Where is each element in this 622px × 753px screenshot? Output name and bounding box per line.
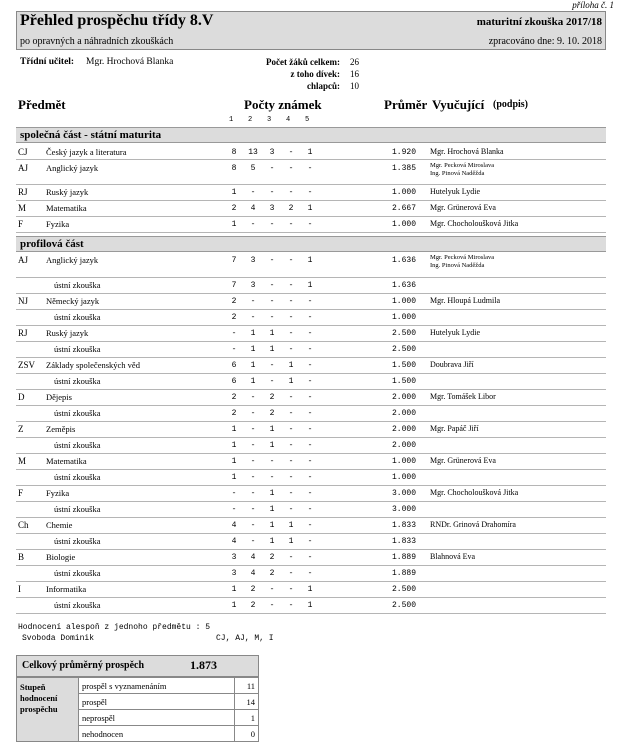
grade-count-5: - bbox=[307, 393, 313, 402]
average-value: 2.000 bbox=[391, 425, 416, 434]
average-value: 1.833 bbox=[391, 521, 416, 530]
grade-count-3: 1 bbox=[269, 345, 275, 354]
subject-name: Ruský jazyk bbox=[46, 187, 89, 197]
table-row bbox=[16, 502, 606, 518]
grade-count-5: - bbox=[307, 220, 313, 229]
average-value: 2.500 bbox=[391, 345, 416, 354]
grade-count-1: 2 bbox=[231, 393, 237, 402]
subject-name: ústní zkouška bbox=[54, 600, 101, 610]
grade-count-5: - bbox=[307, 188, 313, 197]
grade-count-2: - bbox=[250, 473, 256, 482]
count-total-value: 26 bbox=[350, 57, 359, 67]
table-row bbox=[16, 374, 606, 390]
grade-count-1: 8 bbox=[231, 148, 237, 157]
grade-count-2: 4 bbox=[250, 553, 256, 562]
grade-count-4: - bbox=[288, 441, 294, 450]
grade-count-5: 1 bbox=[307, 148, 313, 157]
average-value: 1.000 bbox=[391, 188, 416, 197]
subject-name: Český jazyk a literatura bbox=[46, 147, 127, 157]
average-value: 1.500 bbox=[391, 361, 416, 370]
grade-count-2: - bbox=[250, 188, 256, 197]
table-row bbox=[16, 390, 606, 406]
average-value: 2.500 bbox=[391, 585, 416, 594]
evaluation-label-line: Stupeň bbox=[20, 682, 46, 692]
teacher-name: Mgr. Chocholoušková Jitka bbox=[430, 488, 519, 497]
grade-count-5: 1 bbox=[307, 256, 313, 265]
grade-count-3: - bbox=[269, 585, 275, 594]
subject-name: ústní zkouška bbox=[54, 280, 101, 290]
section-profile bbox=[16, 236, 606, 252]
table-row bbox=[16, 566, 606, 582]
subject-code: RJ bbox=[18, 328, 28, 338]
subject-name: ústní zkouška bbox=[54, 376, 101, 386]
subject-code: F bbox=[18, 219, 24, 229]
subject-name: Ruský jazyk bbox=[46, 328, 89, 338]
grade-count-1: 1 bbox=[231, 585, 237, 594]
grade-count-3: 1 bbox=[269, 537, 275, 546]
grade-count-3: - bbox=[269, 281, 275, 290]
teacher-name bbox=[430, 162, 494, 178]
grade-count-4: - bbox=[288, 148, 294, 157]
average-value: 2.500 bbox=[391, 329, 416, 338]
column-signature: (podpis) bbox=[493, 99, 529, 110]
grade-count-4: - bbox=[288, 188, 294, 197]
section-label: společná část - státní maturita bbox=[20, 129, 162, 141]
grade-count-5: - bbox=[307, 164, 313, 173]
teacher-name: Mgr. Papáč Jiří bbox=[430, 424, 479, 433]
subject-name: Německý jazyk bbox=[46, 296, 100, 306]
grade-count-2: - bbox=[250, 521, 256, 530]
grade-count-4: - bbox=[288, 164, 294, 173]
average-value: 1.385 bbox=[391, 164, 416, 173]
grade-count-1: - bbox=[231, 505, 237, 514]
count-girls-value: 16 bbox=[350, 69, 359, 79]
grade-count-1: 1 bbox=[231, 441, 237, 450]
average-value: 2.500 bbox=[391, 601, 416, 610]
grade-count-5: - bbox=[307, 361, 313, 370]
grade-count-4: - bbox=[288, 256, 294, 265]
teacher-name: RNDr. Grinová Drahomíra bbox=[430, 520, 516, 529]
grade-count-2: 5 bbox=[250, 164, 256, 173]
exam-label: maturitní zkouška 2017/18 bbox=[476, 16, 602, 28]
table-row bbox=[16, 358, 606, 374]
subject-code: AJ bbox=[18, 163, 29, 173]
table-row bbox=[16, 161, 606, 185]
grade-count-5: - bbox=[307, 457, 313, 466]
grade-count-4: - bbox=[288, 297, 294, 306]
average-value: 1.636 bbox=[391, 281, 416, 290]
grade-count-2: - bbox=[250, 409, 256, 418]
teacher-name: Mgr. Tomášek Libor bbox=[430, 392, 496, 401]
grade-count-4: - bbox=[288, 313, 294, 322]
grade-count-4: - bbox=[288, 425, 294, 434]
subject-code: Ch bbox=[18, 520, 29, 530]
grade-count-4: 2 bbox=[288, 204, 294, 213]
grade-count-1: 2 bbox=[231, 409, 237, 418]
grade-count-3: 2 bbox=[269, 409, 275, 418]
failed-student-name: Svoboda Dominik bbox=[22, 634, 95, 643]
subject-name: ústní zkouška bbox=[54, 536, 101, 546]
subject-name: Chemie bbox=[46, 520, 73, 530]
grade-count-4: - bbox=[288, 505, 294, 514]
subject-name: Informatika bbox=[46, 584, 87, 594]
grade-count-1: 2 bbox=[231, 297, 237, 306]
average-value: 1.636 bbox=[391, 256, 416, 265]
grade-count-5: - bbox=[307, 569, 313, 578]
grade-count-3: - bbox=[269, 220, 275, 229]
class-teacher-name: Mgr. Hrochová Blanka bbox=[86, 57, 174, 67]
grade-count-3: - bbox=[269, 297, 275, 306]
grade-count-1: 7 bbox=[231, 281, 237, 290]
average-value: 1.000 bbox=[391, 457, 416, 466]
grade-count-1: 4 bbox=[231, 521, 237, 530]
grade-count-3: - bbox=[269, 361, 275, 370]
average-value: 1.920 bbox=[391, 148, 416, 157]
grade-count-1: 2 bbox=[231, 313, 237, 322]
grade-count-3: 2 bbox=[269, 393, 275, 402]
grade-count-4: - bbox=[288, 457, 294, 466]
grade-count-4: - bbox=[288, 553, 294, 562]
average-value: 2.667 bbox=[391, 204, 416, 213]
grade-count-2: - bbox=[250, 393, 256, 402]
grade-count-3: - bbox=[269, 164, 275, 173]
table-row bbox=[16, 486, 606, 502]
grade-count-1: - bbox=[231, 345, 237, 354]
evaluation-type: nehodnocen bbox=[79, 726, 235, 742]
grade-count-1: - bbox=[231, 489, 237, 498]
subject-name: ústní zkouška bbox=[54, 472, 101, 482]
section-state-exam bbox=[16, 127, 606, 143]
subject-name: ústní zkouška bbox=[54, 312, 101, 322]
class-teacher-label: Třídní učitel: bbox=[20, 57, 75, 67]
grade-count-1: 3 bbox=[231, 569, 237, 578]
subject-name: Fyzika bbox=[46, 219, 70, 229]
grade-count-1: 6 bbox=[231, 377, 237, 386]
subject-code: AJ bbox=[18, 255, 29, 265]
table-row bbox=[16, 406, 606, 422]
subject-code: ZSV bbox=[18, 360, 36, 370]
subject-name: ústní zkouška bbox=[54, 408, 101, 418]
column-average: Průměr bbox=[384, 97, 428, 112]
grade-count-4: - bbox=[288, 345, 294, 354]
evaluation-label bbox=[17, 678, 79, 742]
average-value: 1.889 bbox=[391, 553, 416, 562]
grade-count-4: - bbox=[288, 585, 294, 594]
grade-count-4: - bbox=[288, 601, 294, 610]
average-value: 1.833 bbox=[391, 537, 416, 546]
column-subject: Předmět bbox=[18, 97, 66, 112]
grade-count-2: 2 bbox=[250, 585, 256, 594]
overall-average-label: Celkový průměrný prospěch bbox=[22, 660, 145, 671]
grade-count-3: - bbox=[269, 457, 275, 466]
subject-code: M bbox=[18, 456, 27, 466]
evaluation-count: 0 bbox=[235, 726, 259, 742]
evaluation-type: neprospěl bbox=[79, 710, 235, 726]
evaluation-type: prospěl bbox=[79, 694, 235, 710]
evaluation-count: 14 bbox=[235, 694, 259, 710]
grade-count-4: - bbox=[288, 409, 294, 418]
count-girls-label: z toho dívek: bbox=[290, 69, 340, 79]
grade-count-2: 4 bbox=[250, 569, 256, 578]
grade-heading-2: 2 bbox=[248, 116, 253, 124]
grade-count-1: 1 bbox=[231, 220, 237, 229]
average-value: 1.000 bbox=[391, 473, 416, 482]
grade-count-3: 2 bbox=[269, 569, 275, 578]
grade-count-4: 1 bbox=[288, 377, 294, 386]
teacher-name: Doubrava Jiří bbox=[430, 360, 474, 369]
table-row bbox=[16, 438, 606, 454]
teacher-name bbox=[430, 254, 494, 270]
grade-count-2: 2 bbox=[250, 601, 256, 610]
grade-count-5: 1 bbox=[307, 281, 313, 290]
grade-count-3: 3 bbox=[269, 148, 275, 157]
grade-count-2: 1 bbox=[250, 345, 256, 354]
grade-count-3: 1 bbox=[269, 489, 275, 498]
grade-count-1: 2 bbox=[231, 204, 237, 213]
grade-count-3: - bbox=[269, 188, 275, 197]
grade-count-5: 1 bbox=[307, 585, 313, 594]
subject-name: Matematika bbox=[46, 203, 87, 213]
grade-count-4: - bbox=[288, 569, 294, 578]
teacher-name: Mgr. Hloupá Ludmila bbox=[430, 296, 500, 305]
grade-count-2: 3 bbox=[250, 256, 256, 265]
table-row bbox=[16, 294, 606, 310]
teacher-name: Blahnová Eva bbox=[430, 552, 476, 561]
grade-count-5: - bbox=[307, 329, 313, 338]
grade-count-3: - bbox=[269, 313, 275, 322]
grade-count-2: 13 bbox=[248, 148, 258, 157]
count-boys-label: chlapců: bbox=[306, 81, 340, 91]
table-row bbox=[16, 518, 606, 534]
grade-count-1: 1 bbox=[231, 457, 237, 466]
grade-count-3: - bbox=[269, 377, 275, 386]
table-row bbox=[16, 326, 606, 342]
grade-count-2: - bbox=[250, 505, 256, 514]
grade-count-2: - bbox=[250, 220, 256, 229]
grade-count-1: 7 bbox=[231, 256, 237, 265]
section-label: profilová část bbox=[20, 238, 84, 250]
grade-count-1: 6 bbox=[231, 361, 237, 370]
teacher-name: Mgr. Hrochová Blanka bbox=[430, 147, 504, 156]
grade-count-2: 3 bbox=[250, 281, 256, 290]
grade-heading-1: 1 bbox=[229, 116, 234, 124]
grade-count-2: - bbox=[250, 489, 256, 498]
table-row bbox=[16, 582, 606, 598]
grade-count-5: - bbox=[307, 345, 313, 354]
grade-count-5: - bbox=[307, 313, 313, 322]
subject-code: B bbox=[18, 552, 25, 562]
grade-count-2: - bbox=[250, 441, 256, 450]
teacher-name: Mgr. Chocholoušková Jitka bbox=[430, 219, 519, 228]
table-row bbox=[16, 342, 606, 358]
table-row bbox=[16, 278, 606, 294]
count-total-label: Počet žáků celkem: bbox=[266, 57, 340, 67]
average-value: 1.000 bbox=[391, 220, 416, 229]
evaluation-count: 1 bbox=[235, 710, 259, 726]
grade-count-3: 1 bbox=[269, 441, 275, 450]
grade-count-1: 1 bbox=[231, 425, 237, 434]
grade-count-4: 1 bbox=[288, 521, 294, 530]
average-value: 2.000 bbox=[391, 409, 416, 418]
subject-name: ústní zkouška bbox=[54, 440, 101, 450]
grade-count-5: - bbox=[307, 521, 313, 530]
subject-code: RJ bbox=[18, 187, 28, 197]
subject-name: Fyzika bbox=[46, 488, 70, 498]
grade-heading-4: 4 bbox=[286, 116, 291, 124]
grade-count-1: 3 bbox=[231, 553, 237, 562]
table-row bbox=[16, 470, 606, 486]
grade-count-5: 1 bbox=[307, 204, 313, 213]
subject-name: Anglický jazyk bbox=[46, 255, 99, 265]
table-row bbox=[16, 217, 606, 233]
table-row bbox=[16, 454, 606, 470]
grade-count-2: 1 bbox=[250, 329, 256, 338]
grade-count-4: - bbox=[288, 393, 294, 402]
teacher-name: Hutelyuk Lydie bbox=[430, 187, 480, 196]
subject-name: ústní zkouška bbox=[54, 568, 101, 578]
grade-count-2: - bbox=[250, 425, 256, 434]
table-row bbox=[16, 422, 606, 438]
overall-average-value: 1.873 bbox=[190, 658, 217, 672]
subject-name: Dějepis bbox=[46, 392, 72, 402]
grade-count-5: - bbox=[307, 409, 313, 418]
average-value: 3.000 bbox=[391, 505, 416, 514]
average-value: 2.000 bbox=[391, 393, 416, 402]
grade-count-4: - bbox=[288, 220, 294, 229]
grade-count-1: 1 bbox=[231, 188, 237, 197]
grade-count-3: 3 bbox=[269, 204, 275, 213]
teacher-name: Mgr. Grünerová Eva bbox=[430, 203, 496, 212]
grade-count-5: - bbox=[307, 537, 313, 546]
grade-count-2: - bbox=[250, 537, 256, 546]
grade-count-5: - bbox=[307, 553, 313, 562]
grade-count-4: - bbox=[288, 281, 294, 290]
subject-code: I bbox=[18, 584, 21, 594]
grade-count-1: 4 bbox=[231, 537, 237, 546]
grade-count-4: 1 bbox=[288, 537, 294, 546]
grade-count-3: - bbox=[269, 601, 275, 610]
teacher-name-line: Ing. Pinová Naděžda bbox=[430, 170, 485, 177]
grade-count-5: - bbox=[307, 425, 313, 434]
subject-code: F bbox=[18, 488, 24, 498]
subject-name: Zeměpis bbox=[46, 424, 76, 434]
grade-heading-5: 5 bbox=[305, 116, 310, 124]
report-subtitle: po opravných a náhradních zkouškách bbox=[20, 36, 174, 47]
grade-count-3: 1 bbox=[269, 521, 275, 530]
grade-count-1: 1 bbox=[231, 601, 237, 610]
teacher-name: Hutelyuk Lydie bbox=[430, 328, 480, 337]
grade-count-5: - bbox=[307, 441, 313, 450]
subject-name: Základy společenských věd bbox=[46, 360, 140, 370]
grade-count-2: 1 bbox=[250, 377, 256, 386]
average-value: 2.000 bbox=[391, 441, 416, 450]
grade-count-4: 1 bbox=[288, 361, 294, 370]
average-value: 1.000 bbox=[391, 297, 416, 306]
teacher-name-line: Ing. Pinová Naděžda bbox=[430, 262, 485, 269]
table-row bbox=[16, 550, 606, 566]
grade-count-5: - bbox=[307, 505, 313, 514]
average-value: 1.000 bbox=[391, 313, 416, 322]
attachment-label: příloha č. 1 bbox=[572, 0, 614, 10]
subject-code: Z bbox=[18, 424, 24, 434]
grade-count-4: - bbox=[288, 473, 294, 482]
grade-count-3: - bbox=[269, 256, 275, 265]
grade-count-2: - bbox=[250, 313, 256, 322]
grade-count-2: - bbox=[250, 297, 256, 306]
grade-count-2: 4 bbox=[250, 204, 256, 213]
evaluation-label-line: hodnocení bbox=[20, 693, 58, 703]
grade-count-2: 1 bbox=[250, 361, 256, 370]
table-row bbox=[16, 185, 606, 201]
grade-count-3: 1 bbox=[269, 329, 275, 338]
report-title: Přehled prospěchu třídy 8.V bbox=[20, 12, 214, 29]
teacher-name-line: Mgr. Pecková Miroslava bbox=[430, 162, 495, 169]
evaluation-type: prospěl s vyznamenáním bbox=[79, 678, 235, 694]
evaluation-table bbox=[16, 677, 259, 742]
subject-code: M bbox=[18, 203, 27, 213]
grade-count-5: - bbox=[307, 297, 313, 306]
grade-count-1: 8 bbox=[231, 164, 237, 173]
grade-count-1: 1 bbox=[231, 473, 237, 482]
teacher-name-line: Mgr. Pecková Miroslava bbox=[430, 254, 495, 261]
subject-code: NJ bbox=[18, 296, 29, 306]
grade-heading-3: 3 bbox=[267, 116, 272, 124]
average-value: 1.500 bbox=[391, 377, 416, 386]
grade-count-5: - bbox=[307, 473, 313, 482]
column-grades: Počty známek bbox=[244, 97, 322, 112]
subject-name: Matematika bbox=[46, 456, 87, 466]
subject-name: ústní zkouška bbox=[54, 344, 101, 354]
subject-name: Anglický jazyk bbox=[46, 163, 99, 173]
table-row bbox=[16, 534, 606, 550]
table-row bbox=[17, 678, 259, 694]
evaluation-count: 11 bbox=[235, 678, 259, 694]
table-row bbox=[16, 201, 606, 217]
failure-note: Hodnocení alespoň z jednoho předmětu : 5 bbox=[18, 623, 211, 632]
evaluation-label-line: prospěchu bbox=[20, 704, 58, 714]
grade-count-3: - bbox=[269, 473, 275, 482]
table-row bbox=[16, 145, 606, 160]
table-row bbox=[16, 598, 606, 614]
grade-count-3: 2 bbox=[269, 553, 275, 562]
table-row bbox=[16, 253, 606, 278]
table-row bbox=[16, 310, 606, 326]
grade-count-5: - bbox=[307, 489, 313, 498]
subject-name: Biologie bbox=[46, 552, 76, 562]
processed-date: zpracováno dne: 9. 10. 2018 bbox=[488, 36, 602, 47]
grade-count-3: 1 bbox=[269, 505, 275, 514]
subject-code: D bbox=[18, 392, 25, 402]
count-boys-value: 10 bbox=[350, 81, 359, 91]
subject-code: CJ bbox=[18, 147, 28, 157]
column-teacher: Vyučující bbox=[432, 97, 485, 112]
teacher-name: Mgr. Grünerová Eva bbox=[430, 456, 496, 465]
average-value: 3.000 bbox=[391, 489, 416, 498]
grade-count-1: - bbox=[231, 329, 237, 338]
grade-count-5: 1 bbox=[307, 601, 313, 610]
grade-count-5: - bbox=[307, 377, 313, 386]
grade-count-3: 1 bbox=[269, 425, 275, 434]
average-value: 1.889 bbox=[391, 569, 416, 578]
grade-count-4: - bbox=[288, 489, 294, 498]
failed-student-subjects: CJ, AJ, M, I bbox=[216, 634, 274, 643]
grade-count-2: - bbox=[250, 457, 256, 466]
grade-count-4: - bbox=[288, 329, 294, 338]
subject-name: ústní zkouška bbox=[54, 504, 101, 514]
